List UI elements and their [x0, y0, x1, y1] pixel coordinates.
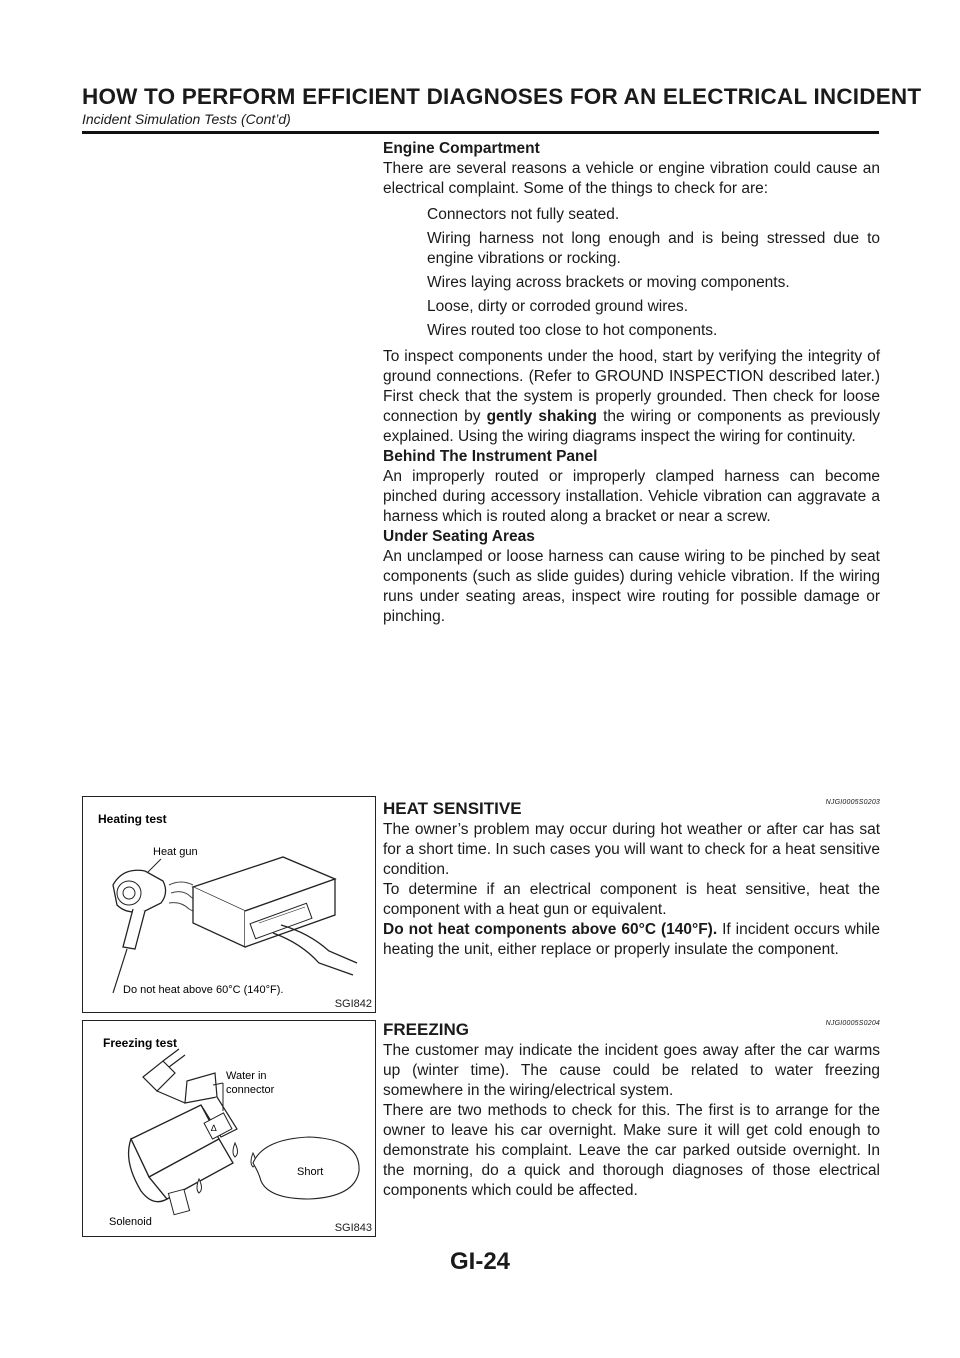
heat-paragraph-3-text: If incident occurs while heating the unit, either replace or properly insulate the component. [383, 921, 880, 958]
short-label: Short [297, 1166, 324, 1178]
panel-text: An improperly routed or improperly clamped harness can become pinched during accessory installation. Vehicle vibration can aggravate a harness which is routed along a bracket or near a screw. [383, 468, 880, 525]
page-header-title: HOW TO PERFORM EFFICIENT DIAGNOSES FOR AN ELECTRICAL INCIDENT [82, 84, 922, 109]
freezing-section [383, 1019, 880, 1201]
heat-section [383, 798, 880, 960]
engine-paragraph [383, 347, 880, 447]
heating-test-figure [82, 796, 376, 1013]
heat-paragraph-1: The owner’s problem may occur during hot weather or after car has sat for a short time. In such cases you will want to check for a heat sensitive condition. [383, 821, 880, 878]
freezing-figure-title: Freezing test [103, 1036, 178, 1050]
heat-sensitive-title [383, 798, 880, 820]
engine-item: Loose, dirty or corroded ground wires. [427, 298, 689, 315]
solenoid-label: Solenoid [109, 1216, 152, 1228]
engine-item: Wires routed too close to hot components. [427, 322, 718, 339]
heat-warning-label: Do not heat above 60°C (140°F). [123, 984, 284, 996]
engine-paragraph-a: To inspect components under the hood, start by verifying the integrity of ground connections. (Refer to GROUND INSPECTION described later.) First check that the system is properly grounded. Then check for loose connection by [383, 348, 880, 425]
engine-heading: Engine Compartment [383, 140, 540, 157]
heat-paragraph-3 [383, 920, 880, 960]
heat-gun-label: Heat gun [153, 846, 198, 858]
freezing-title [383, 1019, 880, 1041]
heat-paragraph-2: To determine if an electrical component is heat sensitive, heat the component with a heat gun or equivalent. [383, 881, 880, 918]
engine-item: Wires laying across brackets or moving components. [427, 274, 790, 291]
svg-text:∆: ∆ [211, 1123, 217, 1133]
seating-heading: Under Seating Areas [383, 528, 535, 545]
page-header-subtitle: Incident Simulation Tests (Cont’d) [82, 111, 291, 127]
heat-sensitive-heading: HEAT SENSITIVE [383, 799, 522, 818]
panel-heading: Behind The Instrument Panel [383, 448, 598, 465]
engine-item: Wiring harness not long enough and is being stressed due to engine vibrations or rocking. [427, 230, 880, 267]
heating-figure-title: Heating test [98, 812, 167, 826]
freezing-illustration [83, 1021, 375, 1236]
freezing-paragraph-2: There are two methods to check for this. The first is to arrange for the owner to leave his car overnight. Make sure it will get cold enough to demonstrate his complaint. Leave the car parked outside overnight. In the morning, do a quick and thorough diagnoses of those electrical components which could be affected. [383, 1102, 880, 1199]
water-label-line1: Water in [226, 1070, 267, 1082]
heating-illustration [83, 797, 375, 1012]
freezing-heading: FREEZING [383, 1020, 469, 1039]
figure-code-sgi842: SGI842 [334, 998, 372, 1010]
engine-item: Connectors not fully seated. [427, 206, 620, 223]
header-rule [82, 131, 879, 134]
heat-sensitive-code: NJGI0005S0203 [825, 799, 880, 806]
heat-warning-bold: Do not heat components above 60°C (140°F). [383, 921, 718, 938]
freezing-test-figure [82, 1020, 376, 1237]
page-number: GI-24 [449, 1248, 511, 1275]
seating-text: An unclamped or loose harness can cause wiring to be pinched by seat components (such as slide guides) during vehicle vibration. If the wiring runs under seating areas, inspect wire routing for possible damage or pinching. [383, 548, 880, 625]
engine-paragraph-b: the wiring or components as previously explained. Using the wiring diagrams inspect the wiring for continuity. [383, 408, 881, 445]
freezing-code: NJGI0005S0204 [825, 1020, 880, 1027]
engine-paragraph-bold: gently shaking [486, 408, 597, 425]
water-label-line2: connector [226, 1084, 275, 1096]
freezing-paragraph-1: The customer may indicate the incident goes away after the car warms up (winter time). The cause could be related to water freezing somewhere in the wiring/electrical system. [383, 1042, 880, 1099]
engine-section [383, 139, 880, 627]
figure-code-sgi843: SGI843 [334, 1222, 372, 1234]
engine-intro: There are several reasons a vehicle or engine vibration could cause an electrical complaint. Some of the things to check for are: [383, 160, 880, 197]
